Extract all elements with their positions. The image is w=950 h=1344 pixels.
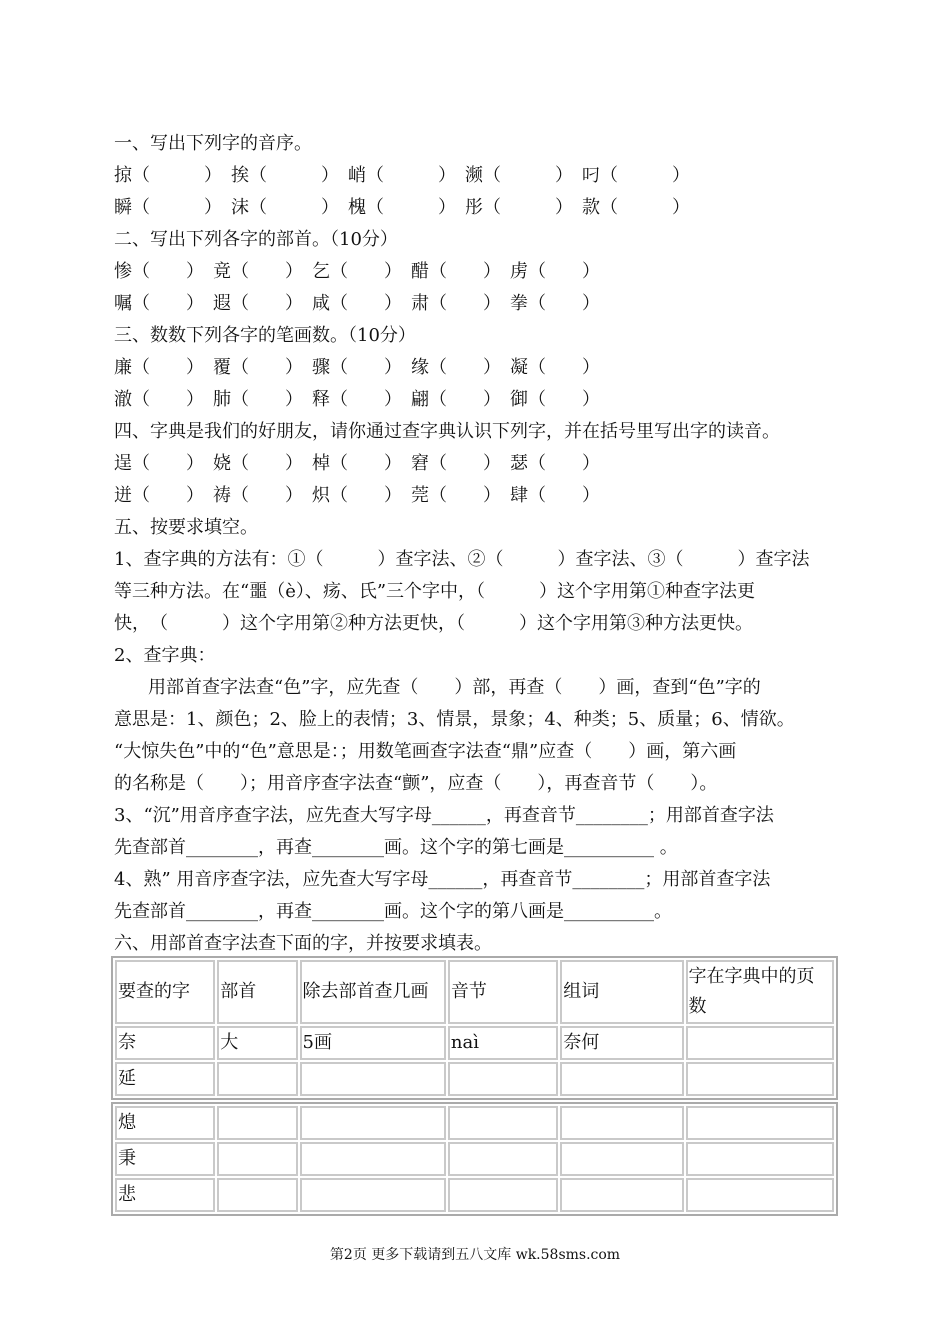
section-4-title: 四、字典是我们的好朋友，请你通过查字典认识下列字，并在括号里写出字的读音。 xyxy=(114,421,780,442)
table-cell: 延 xyxy=(115,1062,215,1096)
table-cell xyxy=(560,1062,683,1096)
text-line: “大惊失色”中的“色”意思是：；用数笔画查字法查“鼎”应查（ ）画，第六画 xyxy=(114,741,737,762)
text-line: 逞（ ） 娆（ ） 棹（ ） 窘（ ） 瑟（ ） xyxy=(114,453,600,474)
table-cell: 奈 xyxy=(115,1026,215,1060)
text-line: 的名称是（ ）；用音序查字法查“颤”，应查（ ），再查音节（ ）。 xyxy=(114,773,718,794)
table-header-cell: 除去部首查几画 xyxy=(300,960,446,1024)
section-3-title: 三、数数下列各字的笔画数。（10分） xyxy=(114,325,416,346)
table-cell: 奈何 xyxy=(560,1026,683,1060)
text-line: 先查部首________，再查________画。这个字的第八画是__________。 xyxy=(114,901,672,922)
table-cell xyxy=(300,1142,446,1176)
text-line: 迸（ ） 祷（ ） 炽（ ） 莞（ ） 肆（ ） xyxy=(114,485,600,506)
text-line: 廉（ ） 覆（ ） 骤（ ） 缘（ ） 凝（ ） xyxy=(114,357,600,378)
table-cell xyxy=(217,1062,297,1096)
table-cell xyxy=(300,1178,446,1212)
section-1-title: 一、写出下列字的音序。 xyxy=(114,133,312,154)
table-cell xyxy=(686,1062,834,1096)
text-line: 澈（ ） 肺（ ） 释（ ） 翩（ ） 御（ ） xyxy=(114,389,600,410)
table-row xyxy=(115,1106,834,1140)
text-line: 嘱（ ） 遐（ ） 咸（ ） 肃（ ） 拳（ ） xyxy=(114,293,600,314)
section-6-title: 六、用部首查字法查下面的字，并按要求填表。 xyxy=(114,933,492,954)
text-line: 快， （ ）这个字用第②种方法更快，（ ）这个字用第③种方法更快。 xyxy=(114,613,753,634)
table-cell xyxy=(448,1106,558,1140)
table-cell: 秉 xyxy=(115,1142,215,1176)
text-line: 等三种方法。在“噩（è）、疡、氏”三个字中，（ ）这个字用第①种查字法更 xyxy=(114,581,756,602)
table-cell xyxy=(686,1142,834,1176)
table-cell: 5画 xyxy=(300,1026,446,1060)
text-line: 先查部首________，再查________画。这个字的第七画是__________ 。 xyxy=(114,837,678,858)
table-row xyxy=(115,1142,834,1176)
text-line: 用部首查字法查“色”字，应先查（ ）部，再查（ ）画，查到“色”字的 xyxy=(148,677,761,698)
table-header-cell: 部首 xyxy=(217,960,297,1024)
text-line: 掠（ ） 挨（ ） 峭（ ） 濒（ ） 叼（ ） xyxy=(114,165,690,186)
text-line: 惨（ ） 竟（ ） 乞（ ） 醋（ ） 虏（ ） xyxy=(114,261,600,282)
text-line: 3、“沉”用音序查字法，应先查大写字母______，再查音节________；用部首查字法 xyxy=(114,805,774,826)
lookup-table xyxy=(111,956,838,1100)
table-header-cell: 音节 xyxy=(448,960,558,1024)
text-line: 4、熟” 用音序查字法，应先查大写字母______，再查音节________；用部首查字法 xyxy=(114,869,771,890)
table-cell xyxy=(560,1106,683,1140)
table-cell xyxy=(560,1178,683,1212)
table-header-cell: 字在字典中的页数 xyxy=(686,960,834,1024)
text-line: 2、查字典： xyxy=(114,645,216,666)
table-row xyxy=(115,1178,834,1212)
table-cell xyxy=(448,1178,558,1212)
table-header-row xyxy=(115,960,834,1024)
table-row xyxy=(115,1062,834,1096)
table-cell: 大 xyxy=(217,1026,297,1060)
table-cell xyxy=(686,1178,834,1212)
table-cell xyxy=(560,1142,683,1176)
table-header-cell: 要查的字 xyxy=(115,960,215,1024)
table-cell xyxy=(217,1142,297,1176)
section-5-title: 五、按要求填空。 xyxy=(114,517,258,538)
page-footer: 第2页 更多下载请到五八文库 wk.58sms.com xyxy=(329,1247,621,1263)
table-cell: 悲 xyxy=(115,1178,215,1212)
table-header-cell: 组词 xyxy=(560,960,683,1024)
table-cell xyxy=(217,1178,297,1212)
text-line: 1、查字典的方法有：①（ ）查字法、②（ ）查字法、③（ ）查字法 xyxy=(114,549,810,570)
table-cell: 熄 xyxy=(115,1106,215,1140)
lookup-table-continued xyxy=(111,1102,838,1216)
table-cell xyxy=(686,1026,834,1060)
table-cell: naì xyxy=(448,1026,558,1060)
table-cell xyxy=(448,1142,558,1176)
table-cell xyxy=(300,1106,446,1140)
table-cell xyxy=(300,1062,446,1096)
table-cell xyxy=(217,1106,297,1140)
table-cell xyxy=(686,1106,834,1140)
table-cell xyxy=(448,1062,558,1096)
text-line: 瞬（ ） 沫（ ） 槐（ ） 彤（ ） 款（ ） xyxy=(114,197,690,218)
table-row xyxy=(115,1026,834,1060)
text-line: 意思是：1、颜色；2、脸上的表情；3、情景，景象；4、种类；5、质量；6、情欲。 xyxy=(114,709,795,730)
section-2-title: 二、写出下列各字的部首。（10分） xyxy=(114,229,398,250)
